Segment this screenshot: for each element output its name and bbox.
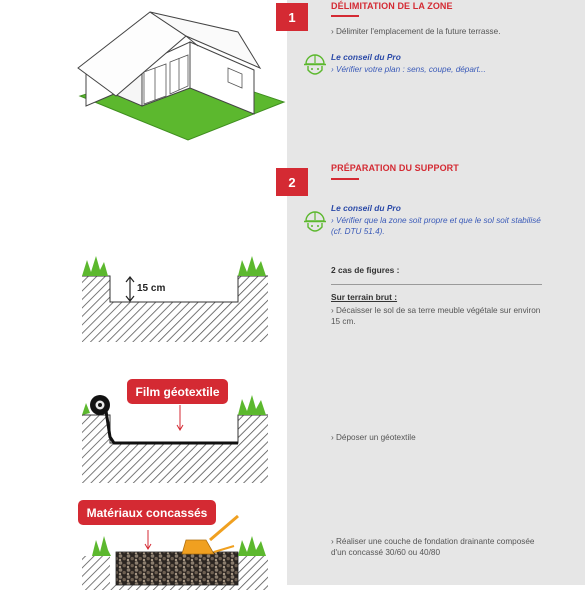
geotextile-label: Film géotextile: [127, 379, 228, 404]
geotextile-text: › Déposer un géotextile: [331, 433, 416, 442]
cases-divider: [331, 284, 542, 285]
foundation-text: › Réaliser une couche de fondation drainante composée d'un concassé 30/60 ou 40/80: [331, 537, 535, 557]
depth-label: 15 cm: [137, 283, 166, 294]
step-badge-1: 1: [276, 3, 308, 31]
worker-helmet-icon: [302, 51, 328, 79]
section-title-delimitation: DÉLIMITATION DE LA ZONE: [331, 1, 453, 11]
soil-cross-section-excavation: [78, 252, 273, 344]
section-title-preparation: PRÉPARATION DU SUPPORT: [331, 163, 459, 173]
title-rule: [331, 178, 359, 180]
raw-ground-text: › Décaisser le sol de sa terre meuble végétale sur environ 15 cm.: [331, 306, 541, 326]
worker-helmet-icon: [302, 208, 328, 236]
pro-tip-title-2: Le conseil du Pro: [331, 203, 401, 213]
title-rule: [331, 15, 359, 17]
pro-tip-title-1: Le conseil du Pro: [331, 52, 401, 62]
gravel-label: Matériaux concassés: [78, 500, 216, 525]
house-illustration: [78, 10, 278, 140]
cases-title: 2 cas de figures :: [331, 265, 400, 275]
pro-tip-text-1: › Vérifier votre plan : sens, coupe, départ...: [331, 65, 486, 74]
soil-cross-section-geotextile: [78, 385, 273, 485]
step-badge-2: 2: [276, 168, 308, 196]
raw-ground-title: Sur terrain brut :: [331, 292, 398, 302]
soil-cross-section-gravel: [78, 512, 273, 590]
step-1-text: › Délimiter l'emplacement de la future terrasse.: [331, 27, 501, 36]
pro-tip-text-2: › Vérifier que la zone soit propre et que le sol soit stabilisé (cf. DTU 51.4).: [331, 216, 541, 236]
